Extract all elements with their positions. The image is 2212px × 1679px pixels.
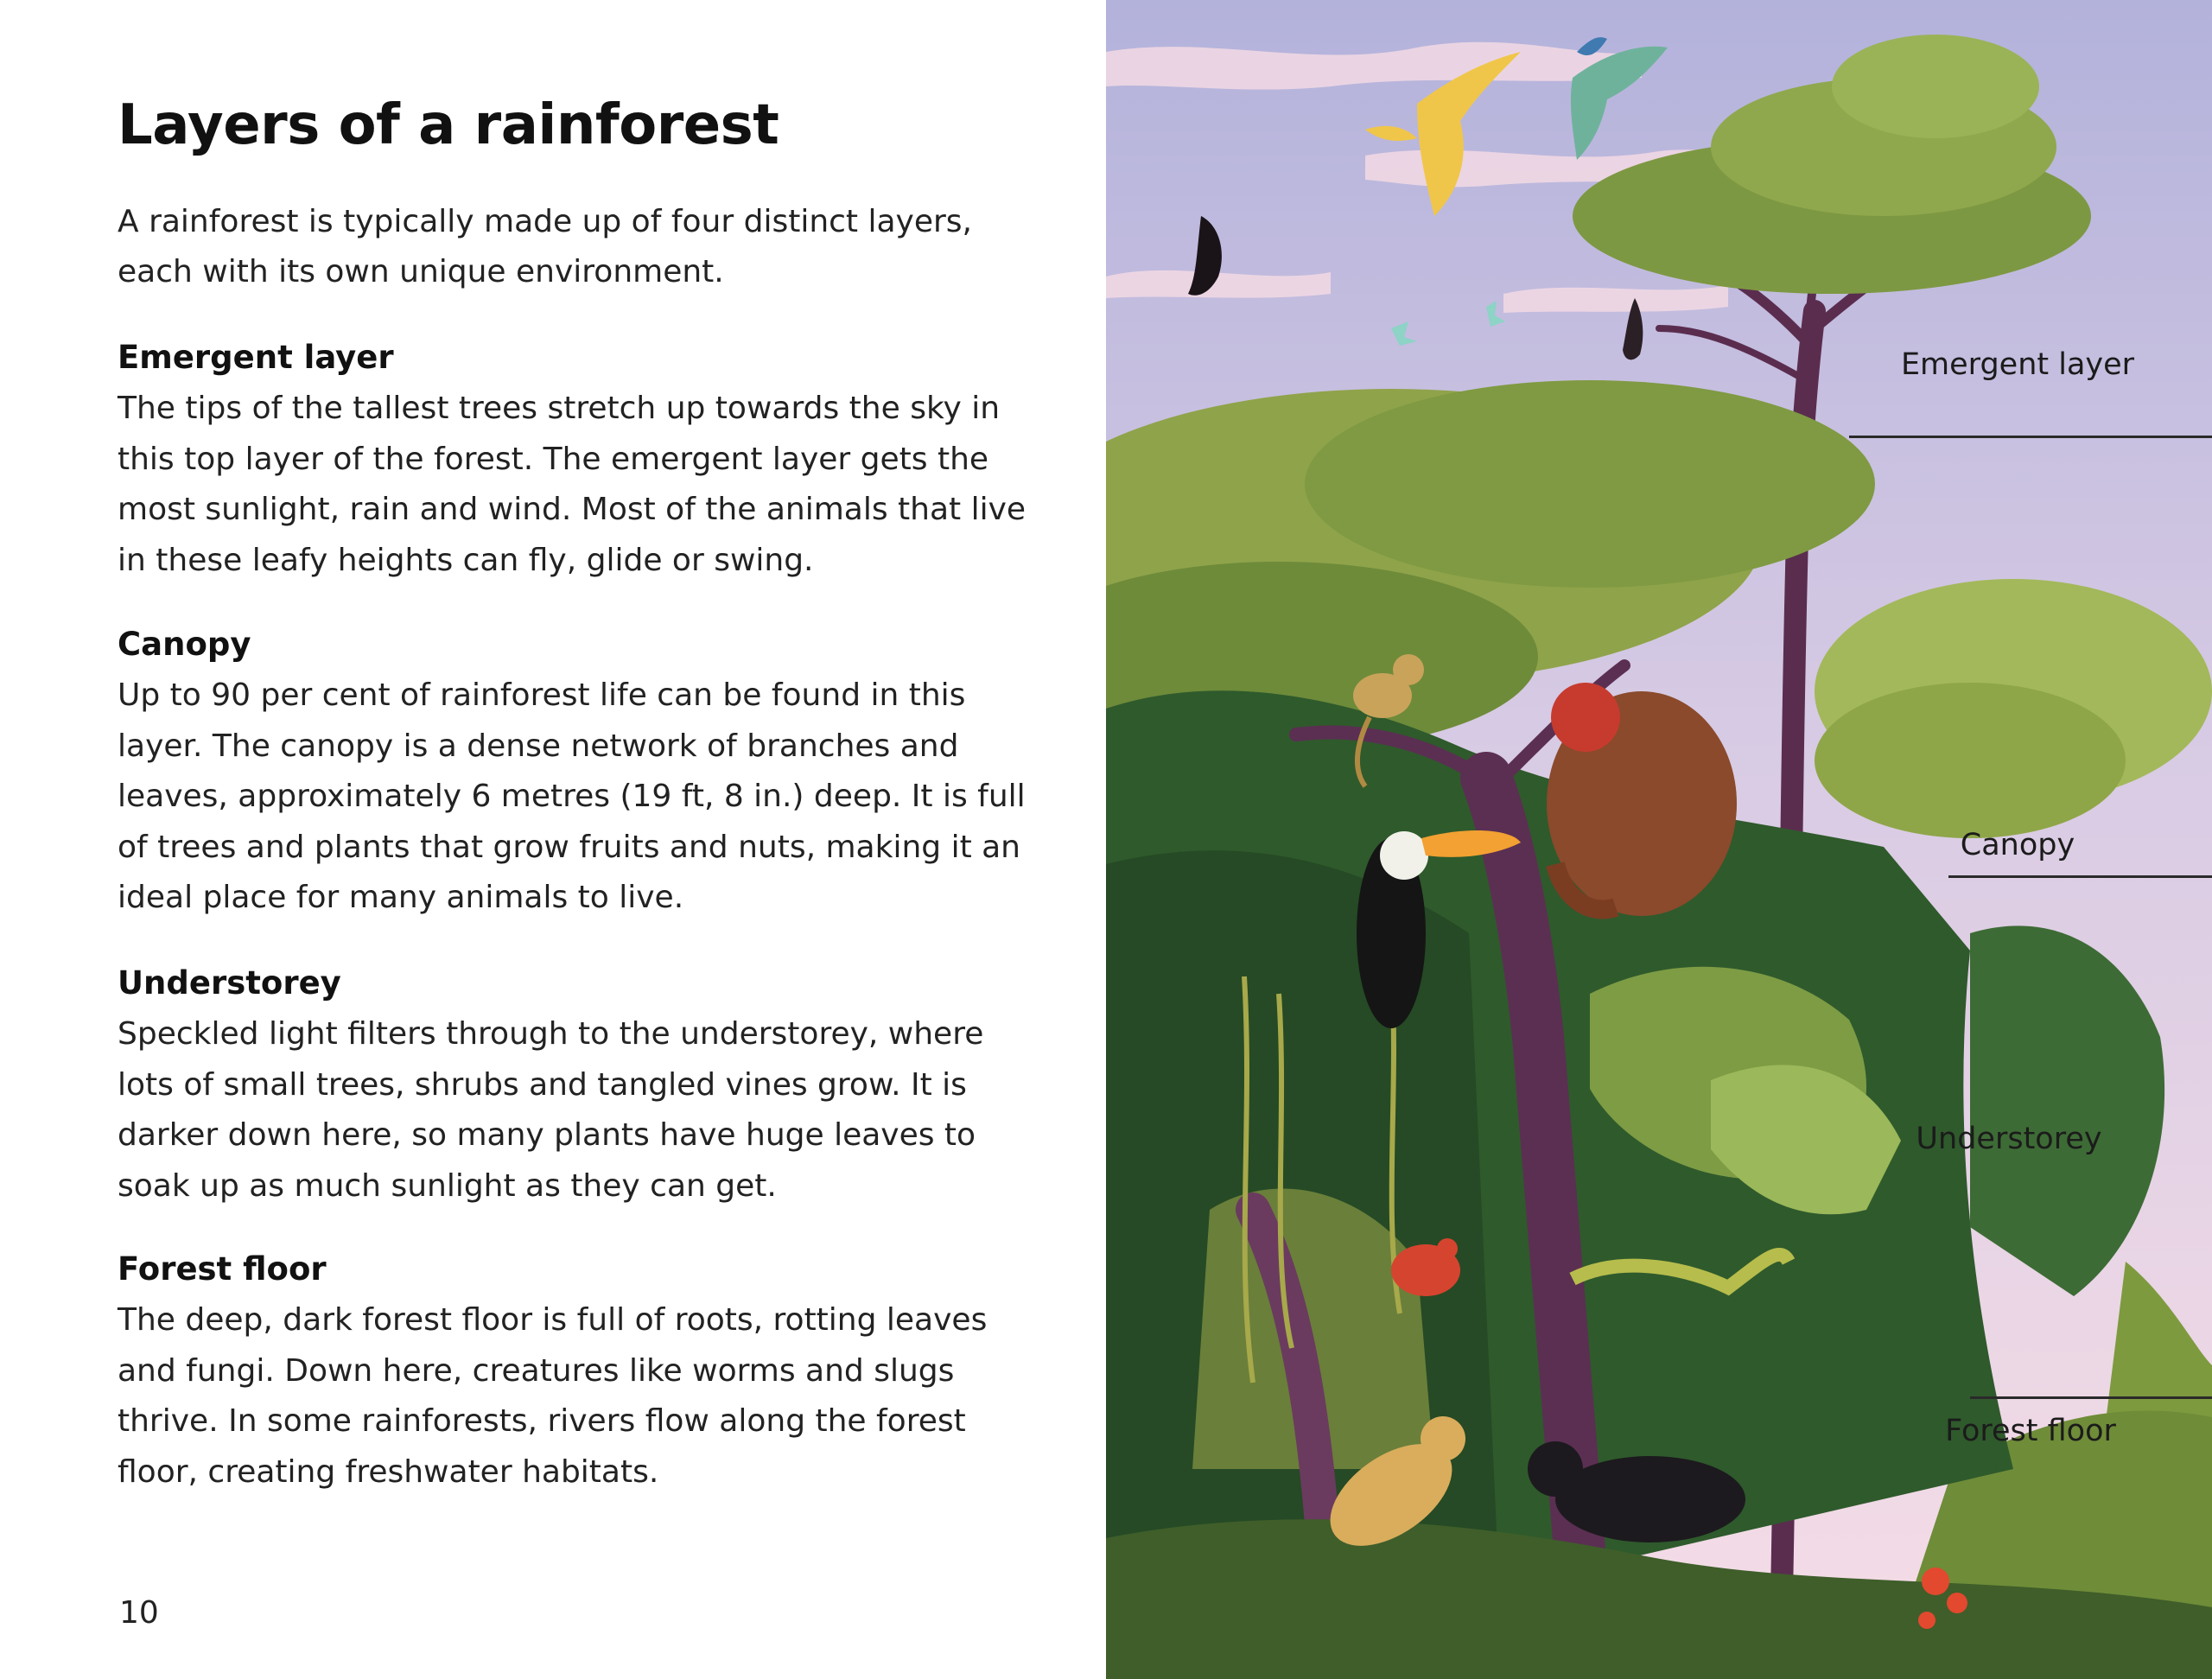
section-body: The tips of the tallest trees stretch up towards the sky in this top layer of the forest. The emergent layer gets the most sunlight, rain and wind. Most of the animals that live in these leafy heights can fly, glide or swing.	[118, 391, 1027, 578]
section-heading: Emergent layer	[118, 339, 394, 376]
section-heading: Understorey	[118, 964, 341, 1002]
section-canopy	[118, 622, 1033, 924]
section-heading: Forest floor	[118, 1250, 327, 1288]
section-understorey	[118, 961, 1033, 1212]
label-emergent-layer: Emergent layer	[1900, 347, 2135, 382]
divider-emergent	[1849, 436, 2212, 438]
section-heading: Canopy	[118, 626, 251, 663]
intro-paragraph: A rainforest is typically made up of four distinct layers, each with its own unique environment.	[118, 204, 972, 289]
section-body: Up to 90 per cent of rainforest life can be found in this layer. The canopy is a dense network of branches and leaves, approximately 6 metres (19 ft, 8 in.) deep. It is full of trees and plants that grow fruits and nuts, making it an ideal place for many animals to live.	[118, 677, 1026, 915]
divider-canopy	[1948, 875, 2212, 878]
label-understorey: Understorey	[1916, 1122, 2102, 1156]
section-body: The deep, dark forest floor is full of roots, rotting leaves and fungi. Down here, creatures like worms and slugs thrive. In some rainforests, rivers flow along the forest floor, creating freshwater habitats.	[118, 1302, 988, 1490]
section-body: Speckled light filters through to the understorey, where lots of small trees, shrubs and tangled vines grow. It is darker down here, so many plants have huge leaves to soak up as much sunlight as they can get.	[118, 1016, 984, 1204]
page-title: Layers of a rainforest	[118, 93, 779, 157]
label-canopy: Canopy	[1960, 828, 2075, 862]
divider-forest-floor	[1970, 1396, 2212, 1399]
section-forest-floor	[118, 1247, 1033, 1498]
rainforest-illustration	[1106, 0, 2212, 1679]
section-emergent	[118, 335, 1033, 586]
page-number: 10	[119, 1595, 159, 1631]
label-forest-floor: Forest floor	[1945, 1414, 2116, 1448]
